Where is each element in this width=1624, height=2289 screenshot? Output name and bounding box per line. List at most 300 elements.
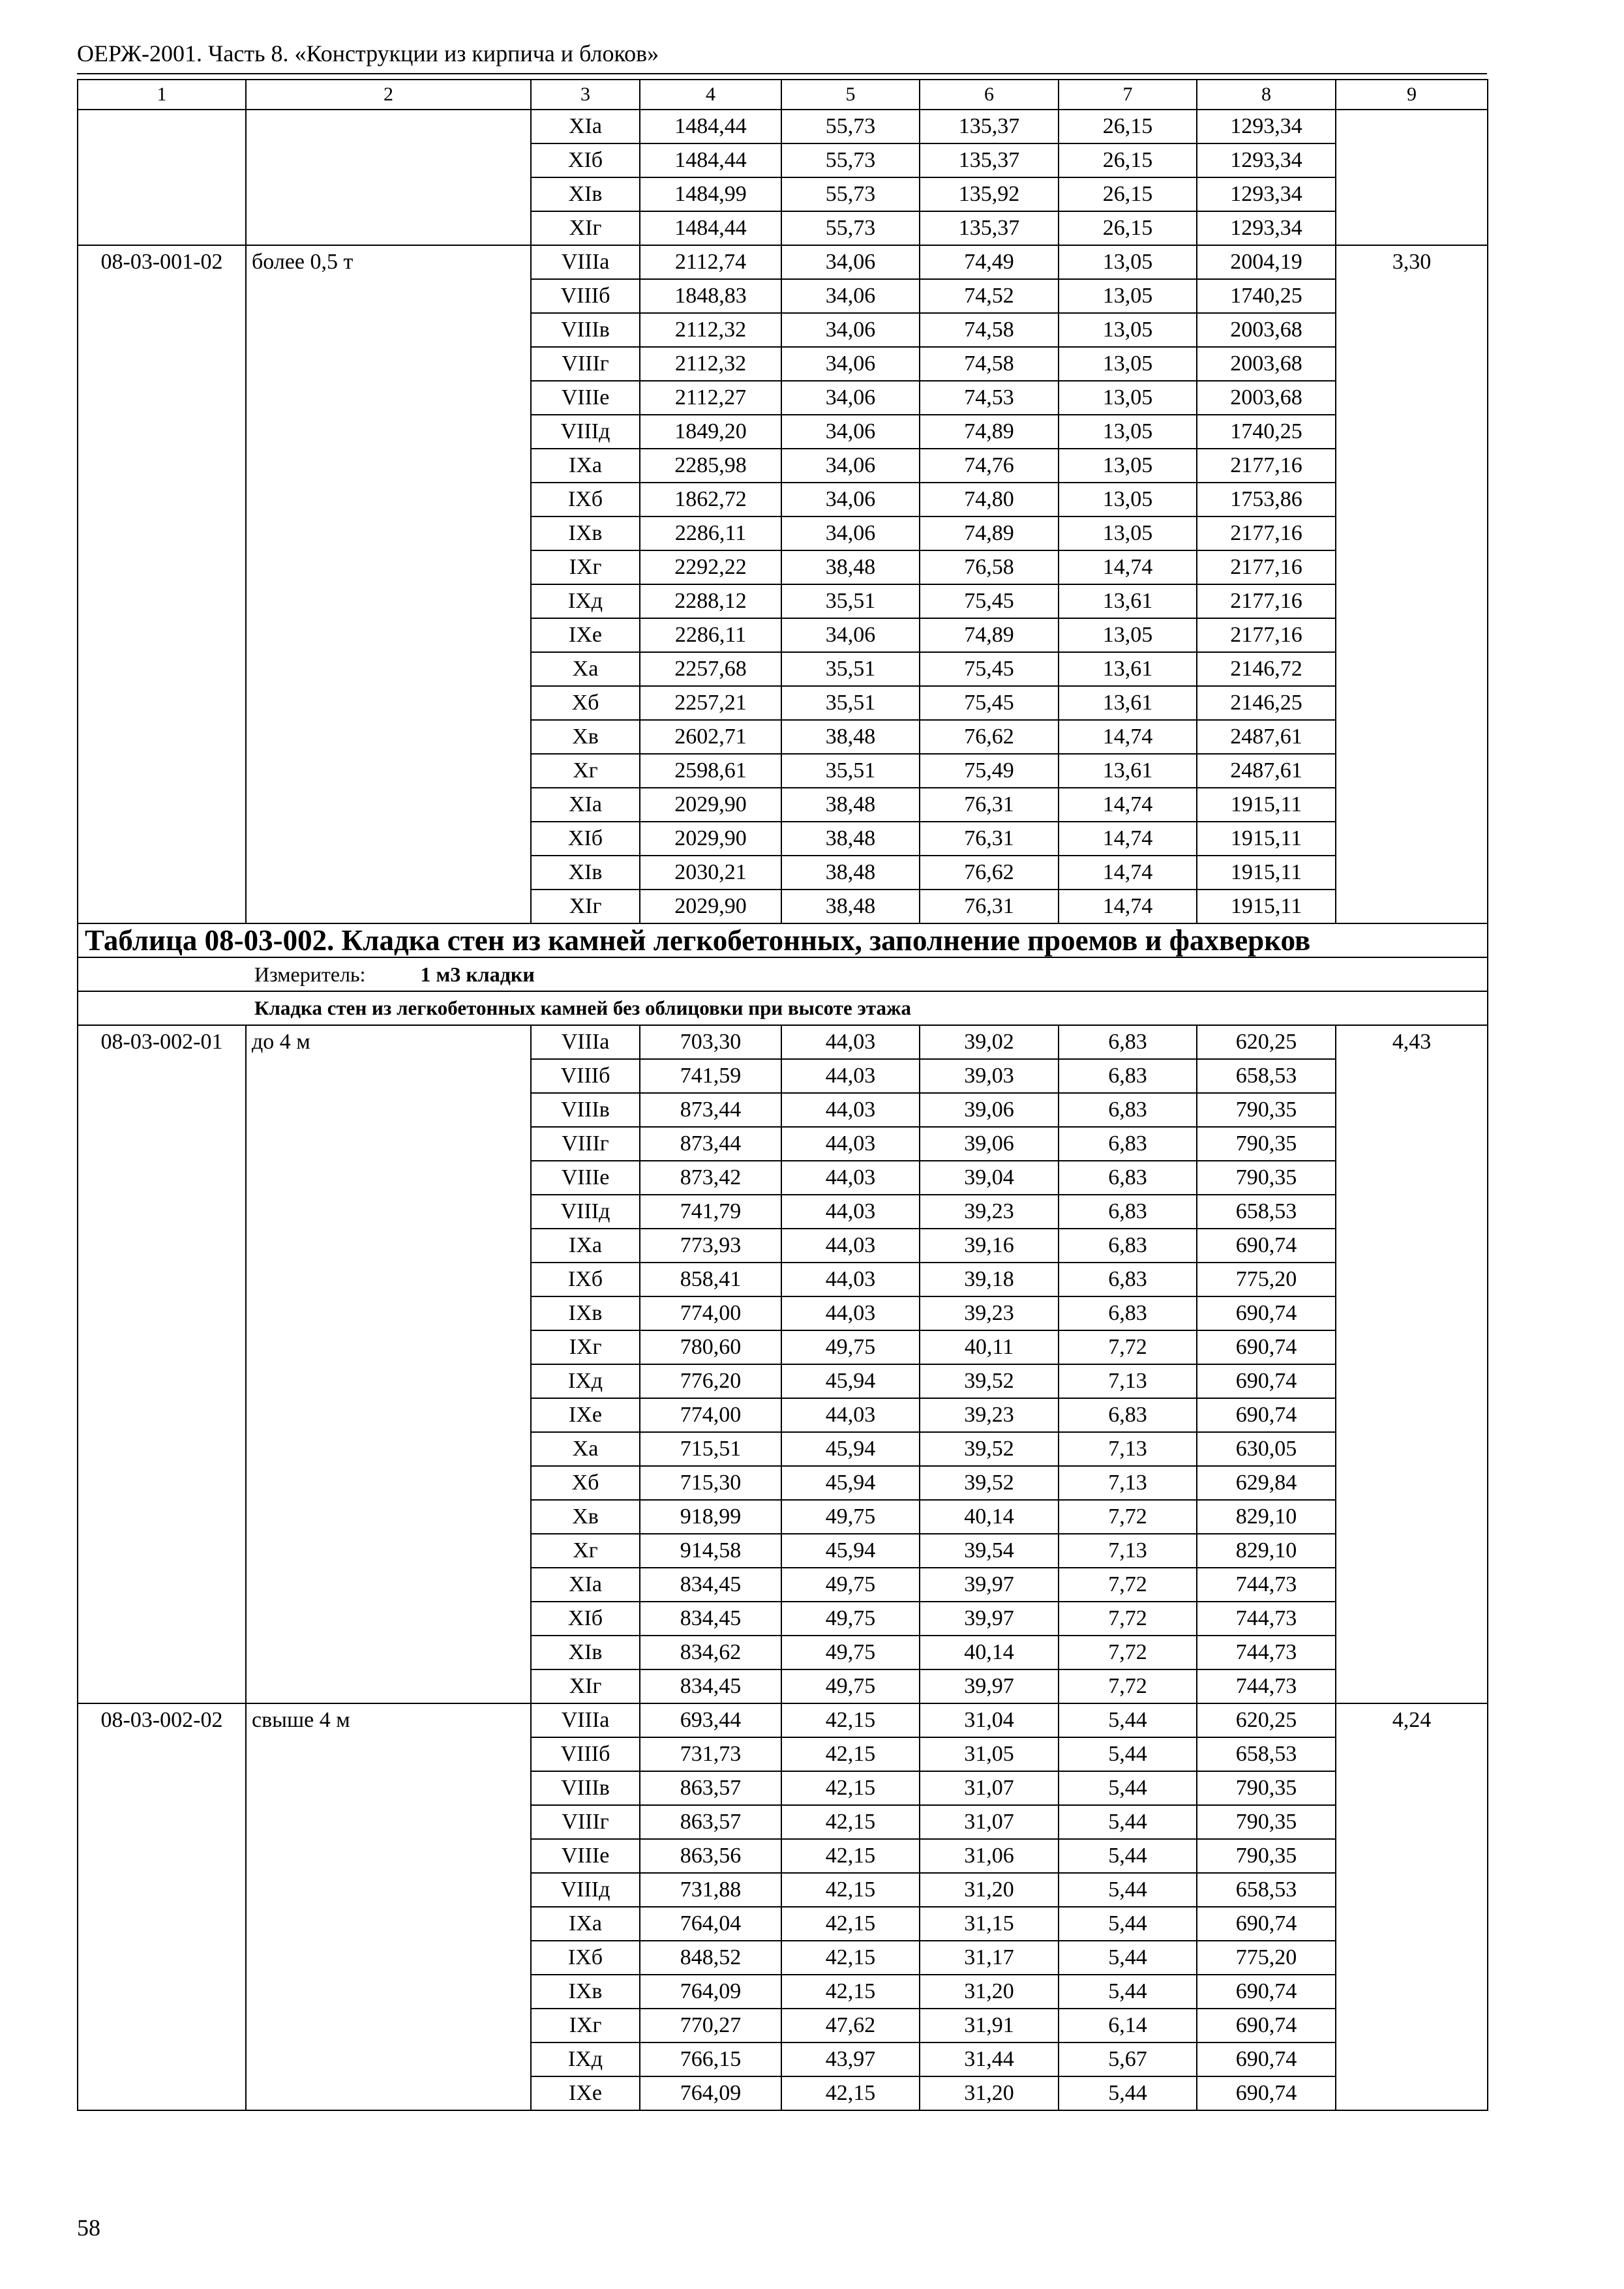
value-cell: 858,41 — [640, 1263, 781, 1296]
value-cell: 44,03 — [781, 1296, 920, 1330]
value-cell: 2029,90 — [640, 788, 781, 822]
table-row — [78, 245, 1488, 279]
zone-cell: XIв — [531, 177, 640, 211]
value-cell: 7,72 — [1059, 1330, 1197, 1364]
value-cell: 55,73 — [781, 143, 920, 177]
value-cell: 1293,34 — [1197, 143, 1336, 177]
value-cell: 2257,68 — [640, 652, 781, 686]
zone-cell: IXе — [531, 618, 640, 652]
value-cell: 834,62 — [640, 1636, 781, 1669]
value-cell: 76,31 — [920, 822, 1059, 856]
value-cell: 6,83 — [1059, 1229, 1197, 1263]
value-cell: 34,06 — [781, 483, 920, 516]
value-cell: 2146,25 — [1197, 686, 1336, 720]
value-cell: 6,83 — [1059, 1059, 1197, 1093]
zone-cell: XIб — [531, 822, 640, 856]
value-cell: 42,15 — [781, 1941, 920, 1975]
column-header: 5 — [781, 80, 920, 110]
value-cell: 1848,83 — [640, 279, 781, 313]
zone-cell: VIIIг — [531, 1127, 640, 1161]
rate-code: 08-03-001-02 — [78, 245, 246, 923]
value-cell: 7,13 — [1059, 1364, 1197, 1398]
value-cell: 2146,72 — [1197, 652, 1336, 686]
value-cell: 2292,22 — [640, 550, 781, 584]
zone-cell: XIг — [531, 1669, 640, 1703]
value-cell: 74,52 — [920, 279, 1059, 313]
column-header: 7 — [1059, 80, 1197, 110]
value-cell: 2285,98 — [640, 449, 781, 483]
zone-cell: IXд — [531, 2042, 640, 2076]
value-cell: 74,89 — [920, 618, 1059, 652]
value-cell: 31,20 — [920, 1975, 1059, 2009]
zone-cell: XIб — [531, 1602, 640, 1636]
column-header: 9 — [1336, 80, 1488, 110]
value-cell: 42,15 — [781, 1737, 920, 1771]
value-cell: 744,73 — [1197, 1669, 1336, 1703]
value-cell: 780,60 — [640, 1330, 781, 1364]
value-cell: 2003,68 — [1197, 347, 1336, 381]
value-cell: 6,83 — [1059, 1161, 1197, 1195]
zone-cell: VIIIг — [531, 1805, 640, 1839]
value-cell: 14,74 — [1059, 890, 1197, 923]
table-title: Таблица 08-03-002. Кладка стен из камней легкобетонных, заполнение проемов и фахверков — [78, 923, 1488, 957]
zone-cell: XIа — [531, 1568, 640, 1602]
value-cell: 26,15 — [1059, 211, 1197, 245]
value-cell: 31,04 — [920, 1703, 1059, 1737]
zone-cell: VIIIб — [531, 279, 640, 313]
value-cell: 49,75 — [781, 1636, 920, 1669]
value-cell: 690,74 — [1197, 2076, 1336, 2110]
value-cell: 2112,32 — [640, 347, 781, 381]
value-cell: 2286,11 — [640, 516, 781, 550]
value-cell: 76,62 — [920, 856, 1059, 890]
value-cell: 39,04 — [920, 1161, 1059, 1195]
value-cell: 39,03 — [920, 1059, 1059, 1093]
value-cell: 74,49 — [920, 245, 1059, 279]
value-cell: 690,74 — [1197, 1364, 1336, 1398]
rate-name: более 0,5 т — [246, 245, 531, 923]
value-cell: 1293,34 — [1197, 211, 1336, 245]
value-cell: 45,94 — [781, 1534, 920, 1568]
value-cell: 629,84 — [1197, 1466, 1336, 1500]
value-cell: 39,02 — [920, 1025, 1059, 1059]
value-cell: 744,73 — [1197, 1636, 1336, 1669]
zone-cell: Xв — [531, 720, 640, 754]
value-cell: 731,88 — [640, 1873, 781, 1907]
value-cell: 49,75 — [781, 1568, 920, 1602]
value-cell: 1753,86 — [1197, 483, 1336, 516]
rate-name: до 4 м — [246, 1025, 531, 1703]
value-cell: 770,27 — [640, 2009, 781, 2042]
value-cell: 13,05 — [1059, 279, 1197, 313]
value-cell: 14,74 — [1059, 788, 1197, 822]
value-cell: 690,74 — [1197, 1398, 1336, 1432]
value-cell: 790,35 — [1197, 1093, 1336, 1127]
value-cell: 1293,34 — [1197, 110, 1336, 143]
value-cell: 39,16 — [920, 1229, 1059, 1263]
value-cell: 5,67 — [1059, 2042, 1197, 2076]
zone-cell: XIв — [531, 856, 640, 890]
rate-code — [78, 110, 246, 245]
value-cell: 658,53 — [1197, 1737, 1336, 1771]
value-cell: 693,44 — [640, 1703, 781, 1737]
value-cell: 764,04 — [640, 1907, 781, 1941]
value-cell: 42,15 — [781, 2076, 920, 2110]
value-cell: 31,91 — [920, 2009, 1059, 2042]
value-cell: 6,14 — [1059, 2009, 1197, 2042]
column-header: 1 — [78, 80, 246, 110]
value-cell: 34,06 — [781, 313, 920, 347]
rate-coefficient: 3,30 — [1336, 245, 1488, 923]
value-cell: 6,83 — [1059, 1093, 1197, 1127]
value-cell: 6,83 — [1059, 1025, 1197, 1059]
value-cell: 14,74 — [1059, 856, 1197, 890]
value-cell: 34,06 — [781, 415, 920, 449]
value-cell: 39,54 — [920, 1534, 1059, 1568]
value-cell: 918,99 — [640, 1500, 781, 1534]
value-cell: 13,05 — [1059, 483, 1197, 516]
value-cell: 2602,71 — [640, 720, 781, 754]
value-cell: 34,06 — [781, 279, 920, 313]
zone-cell: XIг — [531, 890, 640, 923]
value-cell: 74,89 — [920, 415, 1059, 449]
value-cell: 31,20 — [920, 1873, 1059, 1907]
zone-cell: VIIIе — [531, 381, 640, 415]
value-cell: 775,20 — [1197, 1263, 1336, 1296]
value-cell: 848,52 — [640, 1941, 781, 1975]
value-cell: 2112,27 — [640, 381, 781, 415]
value-cell: 13,05 — [1059, 618, 1197, 652]
page-number: 58 — [77, 2215, 100, 2241]
value-cell: 7,72 — [1059, 1602, 1197, 1636]
value-cell: 690,74 — [1197, 1296, 1336, 1330]
value-cell: 1484,44 — [640, 110, 781, 143]
value-cell: 14,74 — [1059, 550, 1197, 584]
value-cell: 2030,21 — [640, 856, 781, 890]
value-cell: 834,45 — [640, 1602, 781, 1636]
zone-cell: VIIIе — [531, 1839, 640, 1873]
value-cell: 7,13 — [1059, 1534, 1197, 1568]
zone-cell: IXе — [531, 1398, 640, 1432]
value-cell: 1484,99 — [640, 177, 781, 211]
value-cell: 2004,19 — [1197, 245, 1336, 279]
value-cell: 658,53 — [1197, 1059, 1336, 1093]
value-cell: 13,61 — [1059, 754, 1197, 788]
value-cell: 39,97 — [920, 1669, 1059, 1703]
value-cell: 7,13 — [1059, 1432, 1197, 1466]
value-cell: 1915,11 — [1197, 890, 1336, 923]
value-cell: 863,57 — [640, 1771, 781, 1805]
rate-name — [246, 110, 531, 245]
value-cell: 13,05 — [1059, 415, 1197, 449]
value-cell: 55,73 — [781, 211, 920, 245]
zone-cell: VIIIв — [531, 1771, 640, 1805]
value-cell: 55,73 — [781, 177, 920, 211]
value-cell: 13,61 — [1059, 686, 1197, 720]
value-cell: 38,48 — [781, 856, 920, 890]
value-cell: 74,58 — [920, 313, 1059, 347]
value-cell: 75,45 — [920, 584, 1059, 618]
value-cell: 7,72 — [1059, 1669, 1197, 1703]
value-cell: 42,15 — [781, 1703, 920, 1737]
zone-cell: VIIIд — [531, 1873, 640, 1907]
value-cell: 26,15 — [1059, 143, 1197, 177]
value-cell: 658,53 — [1197, 1873, 1336, 1907]
value-cell: 6,83 — [1059, 1127, 1197, 1161]
value-cell: 2029,90 — [640, 822, 781, 856]
value-cell: 630,05 — [1197, 1432, 1336, 1466]
zone-cell: Xг — [531, 1534, 640, 1568]
zone-cell: Xа — [531, 1432, 640, 1466]
value-cell: 1484,44 — [640, 143, 781, 177]
value-cell: 863,56 — [640, 1839, 781, 1873]
value-cell: 31,15 — [920, 1907, 1059, 1941]
value-cell: 42,15 — [781, 1771, 920, 1805]
value-cell: 35,51 — [781, 686, 920, 720]
value-cell: 690,74 — [1197, 1975, 1336, 2009]
value-cell: 690,74 — [1197, 2042, 1336, 2076]
value-cell: 790,35 — [1197, 1161, 1336, 1195]
rate-name: свыше 4 м — [246, 1703, 531, 2110]
value-cell: 1915,11 — [1197, 788, 1336, 822]
value-cell: 135,92 — [920, 177, 1059, 211]
value-cell: 38,48 — [781, 788, 920, 822]
value-cell: 5,44 — [1059, 1907, 1197, 1941]
value-cell: 741,79 — [640, 1195, 781, 1229]
value-cell: 13,05 — [1059, 313, 1197, 347]
rates-table — [77, 79, 1488, 2111]
value-cell: 764,09 — [640, 1975, 781, 2009]
value-cell: 5,44 — [1059, 1941, 1197, 1975]
value-cell: 38,48 — [781, 550, 920, 584]
value-cell: 34,06 — [781, 347, 920, 381]
table-title-row — [78, 923, 1488, 957]
value-cell: 790,35 — [1197, 1839, 1336, 1873]
value-cell: 44,03 — [781, 1059, 920, 1093]
value-cell: 42,15 — [781, 1907, 920, 1941]
value-cell: 74,80 — [920, 483, 1059, 516]
value-cell: 34,06 — [781, 618, 920, 652]
zone-cell: IXг — [531, 2009, 640, 2042]
meter-cell — [78, 957, 1488, 991]
value-cell: 44,03 — [781, 1161, 920, 1195]
value-cell: 31,05 — [920, 1737, 1059, 1771]
value-cell: 34,06 — [781, 381, 920, 415]
zone-cell: IXб — [531, 1941, 640, 1975]
value-cell: 2177,16 — [1197, 584, 1336, 618]
value-cell: 14,74 — [1059, 720, 1197, 754]
value-cell: 49,75 — [781, 1500, 920, 1534]
value-cell: 26,15 — [1059, 110, 1197, 143]
value-cell: 1484,44 — [640, 211, 781, 245]
zone-cell: Xб — [531, 1466, 640, 1500]
value-cell: 790,35 — [1197, 1127, 1336, 1161]
value-cell: 39,52 — [920, 1364, 1059, 1398]
zone-cell: XIб — [531, 143, 640, 177]
value-cell: 39,06 — [920, 1093, 1059, 1127]
column-header: 2 — [246, 80, 531, 110]
value-cell: 2286,11 — [640, 618, 781, 652]
value-cell: 731,73 — [640, 1737, 781, 1771]
value-cell: 6,83 — [1059, 1398, 1197, 1432]
value-cell: 44,03 — [781, 1229, 920, 1263]
value-cell: 13,05 — [1059, 516, 1197, 550]
value-cell: 13,05 — [1059, 347, 1197, 381]
value-cell: 74,53 — [920, 381, 1059, 415]
value-cell: 40,14 — [920, 1500, 1059, 1534]
value-cell: 13,05 — [1059, 449, 1197, 483]
value-cell: 773,93 — [640, 1229, 781, 1263]
value-cell: 135,37 — [920, 143, 1059, 177]
value-cell: 31,20 — [920, 2076, 1059, 2110]
value-cell: 2112,32 — [640, 313, 781, 347]
value-cell: 38,48 — [781, 890, 920, 923]
zone-cell: VIIIв — [531, 313, 640, 347]
zone-cell: IXб — [531, 483, 640, 516]
value-cell: 873,42 — [640, 1161, 781, 1195]
value-cell: 873,44 — [640, 1127, 781, 1161]
zone-cell: IXв — [531, 1296, 640, 1330]
value-cell: 5,44 — [1059, 1975, 1197, 2009]
value-cell: 40,14 — [920, 1636, 1059, 1669]
value-cell: 2003,68 — [1197, 313, 1336, 347]
value-cell: 75,45 — [920, 652, 1059, 686]
value-cell: 34,06 — [781, 516, 920, 550]
value-cell: 39,52 — [920, 1432, 1059, 1466]
value-cell: 42,15 — [781, 1805, 920, 1839]
value-cell: 5,44 — [1059, 1839, 1197, 1873]
value-cell: 7,72 — [1059, 1568, 1197, 1602]
zone-cell: VIIIа — [531, 245, 640, 279]
value-cell: 2487,61 — [1197, 720, 1336, 754]
value-cell: 135,37 — [920, 110, 1059, 143]
value-cell: 35,51 — [781, 754, 920, 788]
value-cell: 620,25 — [1197, 1703, 1336, 1737]
value-cell: 55,73 — [781, 110, 920, 143]
value-cell: 31,44 — [920, 2042, 1059, 2076]
value-cell: 135,37 — [920, 211, 1059, 245]
value-cell: 715,30 — [640, 1466, 781, 1500]
subtitle-row — [78, 991, 1488, 1025]
meter-label: Измеритель: — [254, 963, 366, 986]
rate-coefficient: 4,43 — [1336, 1025, 1488, 1703]
value-cell: 863,57 — [640, 1805, 781, 1839]
value-cell: 31,06 — [920, 1839, 1059, 1873]
value-cell: 40,11 — [920, 1330, 1059, 1364]
zone-cell: Xб — [531, 686, 640, 720]
value-cell: 31,07 — [920, 1805, 1059, 1839]
value-cell: 42,15 — [781, 1975, 920, 2009]
table-row — [78, 110, 1488, 143]
value-cell: 45,94 — [781, 1364, 920, 1398]
value-cell: 7,72 — [1059, 1636, 1197, 1669]
value-cell: 2257,21 — [640, 686, 781, 720]
column-header: 6 — [920, 80, 1059, 110]
value-cell: 35,51 — [781, 584, 920, 618]
value-cell: 766,15 — [640, 2042, 781, 2076]
value-cell: 2003,68 — [1197, 381, 1336, 415]
value-cell: 44,03 — [781, 1127, 920, 1161]
value-cell: 38,48 — [781, 822, 920, 856]
value-cell: 13,05 — [1059, 245, 1197, 279]
table-row — [78, 1703, 1488, 1737]
value-cell: 5,44 — [1059, 1737, 1197, 1771]
value-cell: 829,10 — [1197, 1500, 1336, 1534]
value-cell: 775,20 — [1197, 1941, 1336, 1975]
zone-cell: IXд — [531, 1364, 640, 1398]
value-cell: 34,06 — [781, 245, 920, 279]
column-header-row — [78, 80, 1488, 110]
value-cell: 26,15 — [1059, 177, 1197, 211]
zone-cell: VIIIа — [531, 1025, 640, 1059]
value-cell: 744,73 — [1197, 1568, 1336, 1602]
value-cell: 774,00 — [640, 1398, 781, 1432]
header-rule — [77, 73, 1487, 74]
value-cell: 76,62 — [920, 720, 1059, 754]
value-cell: 1740,25 — [1197, 279, 1336, 313]
value-cell: 764,09 — [640, 2076, 781, 2110]
value-cell: 5,44 — [1059, 1805, 1197, 1839]
value-cell: 39,97 — [920, 1568, 1059, 1602]
value-cell: 74,58 — [920, 347, 1059, 381]
value-cell: 13,61 — [1059, 584, 1197, 618]
value-cell: 75,49 — [920, 754, 1059, 788]
value-cell: 39,06 — [920, 1127, 1059, 1161]
value-cell: 31,07 — [920, 1771, 1059, 1805]
table-subtitle: Кладка стен из легкобетонных камней без облицовки при высоте этажа — [78, 991, 1488, 1025]
value-cell: 715,51 — [640, 1432, 781, 1466]
value-cell: 690,74 — [1197, 1229, 1336, 1263]
zone-cell: XIа — [531, 788, 640, 822]
zone-cell: XIа — [531, 110, 640, 143]
value-cell: 690,74 — [1197, 1907, 1336, 1941]
page-header: ОЕРЖ-2001. Часть 8. «Конструкции из кирпича и блоков» — [77, 40, 659, 67]
table-row — [78, 1025, 1488, 1059]
value-cell: 829,10 — [1197, 1534, 1336, 1568]
value-cell: 42,15 — [781, 1839, 920, 1873]
value-cell: 43,97 — [781, 2042, 920, 2076]
zone-cell: IXд — [531, 584, 640, 618]
zone-cell: IXа — [531, 1229, 640, 1263]
zone-cell: XIг — [531, 211, 640, 245]
zone-cell: IXб — [531, 1263, 640, 1296]
zone-cell: VIIIа — [531, 1703, 640, 1737]
value-cell: 39,52 — [920, 1466, 1059, 1500]
zone-cell: VIIIд — [531, 1195, 640, 1229]
column-header: 4 — [640, 80, 781, 110]
zone-cell: VIIIе — [531, 1161, 640, 1195]
value-cell: 834,45 — [640, 1568, 781, 1602]
value-cell: 39,23 — [920, 1296, 1059, 1330]
value-cell: 6,83 — [1059, 1296, 1197, 1330]
zone-cell: Xв — [531, 1500, 640, 1534]
value-cell: 44,03 — [781, 1025, 920, 1059]
value-cell: 13,61 — [1059, 652, 1197, 686]
zone-cell: XIв — [531, 1636, 640, 1669]
value-cell: 13,05 — [1059, 381, 1197, 415]
value-cell: 75,45 — [920, 686, 1059, 720]
zone-cell: IXв — [531, 516, 640, 550]
value-cell: 1915,11 — [1197, 856, 1336, 890]
value-cell: 76,31 — [920, 788, 1059, 822]
zone-cell: VIIIд — [531, 415, 640, 449]
value-cell: 2598,61 — [640, 754, 781, 788]
rate-code: 08-03-002-01 — [78, 1025, 246, 1703]
value-cell: 44,03 — [781, 1195, 920, 1229]
value-cell: 2288,12 — [640, 584, 781, 618]
zone-cell: VIIIб — [531, 1059, 640, 1093]
value-cell: 39,18 — [920, 1263, 1059, 1296]
